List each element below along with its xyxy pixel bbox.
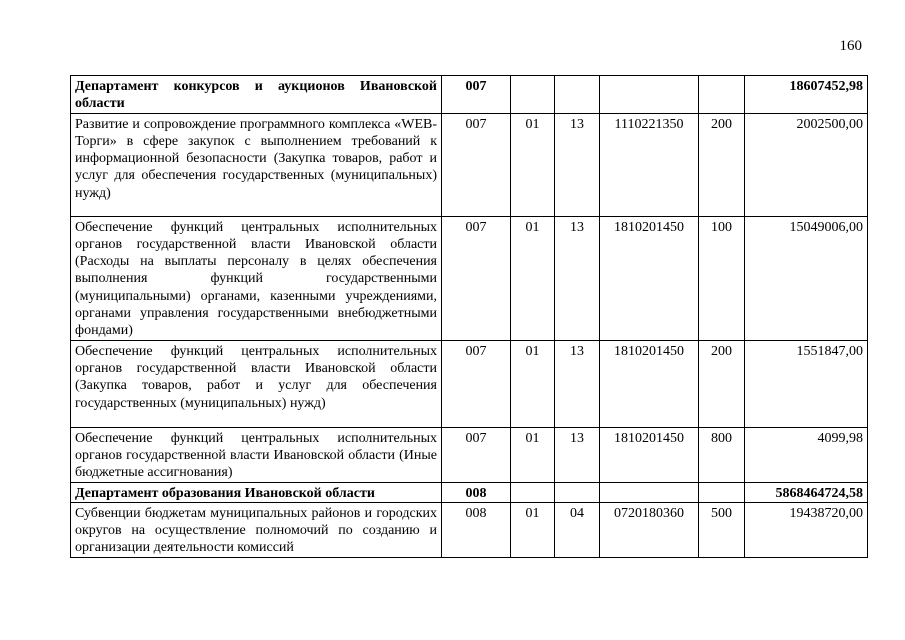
- section-code: [511, 76, 555, 114]
- target-article-code: 0720180360: [600, 502, 699, 557]
- ved-code: 007: [442, 76, 511, 114]
- subsection-code: 04: [555, 502, 600, 557]
- target-article-code: 1110221350: [600, 113, 699, 216]
- row-name: Обеспечение функций центральных исполнительных органов государственной власти Ивановской области (Расходы на выплаты персоналу в целях обеспечения выполнения функций государственными (муниципальными) органами, казенными учреждениями, органами управления государственными внебюджетными фондами): [71, 216, 442, 340]
- row-name: Развитие и сопровождение программного комплекса «WEB-Торги» в сфере закупок с выполнением требований к информационной безопасности (Закупка товаров, работ и услуг для обеспечения государственных (муниципальных) нужд): [71, 113, 442, 216]
- subsection-code: [555, 482, 600, 502]
- department-row: [71, 482, 868, 502]
- amount: 5868464724,58: [745, 482, 868, 502]
- amount: 4099,98: [745, 427, 868, 482]
- department-row: [71, 76, 868, 114]
- amount: 19438720,00: [745, 502, 868, 557]
- subsection-code: 13: [555, 340, 600, 427]
- expense-type-code: 800: [699, 427, 745, 482]
- amount: 18607452,98: [745, 76, 868, 114]
- row-name: Субвенции бюджетам муниципальных районов и городских округов на осуществление полномочий по созданию и организации деятельности комиссий: [71, 502, 442, 557]
- expense-type-code: 200: [699, 113, 745, 216]
- section-code: 01: [511, 502, 555, 557]
- table-row: [71, 502, 868, 557]
- ved-code: 007: [442, 427, 511, 482]
- expense-type-code: [699, 76, 745, 114]
- amount: 15049006,00: [745, 216, 868, 340]
- row-name: Обеспечение функций центральных исполнительных органов государственной власти Ивановской области (Иные бюджетные ассигнования): [71, 427, 442, 482]
- ved-code: 007: [442, 113, 511, 216]
- row-name: Департамент образования Ивановской области: [71, 482, 442, 502]
- expense-type-code: 100: [699, 216, 745, 340]
- table-row: [71, 427, 868, 482]
- section-code: 01: [511, 340, 555, 427]
- expense-type-code: [699, 482, 745, 502]
- target-article-code: 1810201450: [600, 427, 699, 482]
- target-article-code: 1810201450: [600, 216, 699, 340]
- target-article-code: [600, 76, 699, 114]
- ved-code: 008: [442, 482, 511, 502]
- amount: 2002500,00: [745, 113, 868, 216]
- row-name: Департамент конкурсов и аукционов Ивановской области: [71, 76, 442, 114]
- section-code: 01: [511, 113, 555, 216]
- target-article-code: 1810201450: [600, 340, 699, 427]
- subsection-code: [555, 76, 600, 114]
- ved-code: 008: [442, 502, 511, 557]
- subsection-code: 13: [555, 427, 600, 482]
- subsection-code: 13: [555, 113, 600, 216]
- expense-type-code: 200: [699, 340, 745, 427]
- page-number: 160: [839, 38, 862, 54]
- amount: 1551847,00: [745, 340, 868, 427]
- table-row: [71, 216, 868, 340]
- subsection-code: 13: [555, 216, 600, 340]
- section-code: [511, 482, 555, 502]
- ved-code: 007: [442, 216, 511, 340]
- budget-table: [70, 75, 868, 558]
- expense-type-code: 500: [699, 502, 745, 557]
- section-code: 01: [511, 427, 555, 482]
- row-name: Обеспечение функций центральных исполнительных органов государственной власти Ивановской области (Закупка товаров, работ и услуг для обеспечения государственных (муниципальных) нужд): [71, 340, 442, 427]
- table-row: [71, 113, 868, 216]
- target-article-code: [600, 482, 699, 502]
- table-row: [71, 340, 868, 427]
- section-code: 01: [511, 216, 555, 340]
- ved-code: 007: [442, 340, 511, 427]
